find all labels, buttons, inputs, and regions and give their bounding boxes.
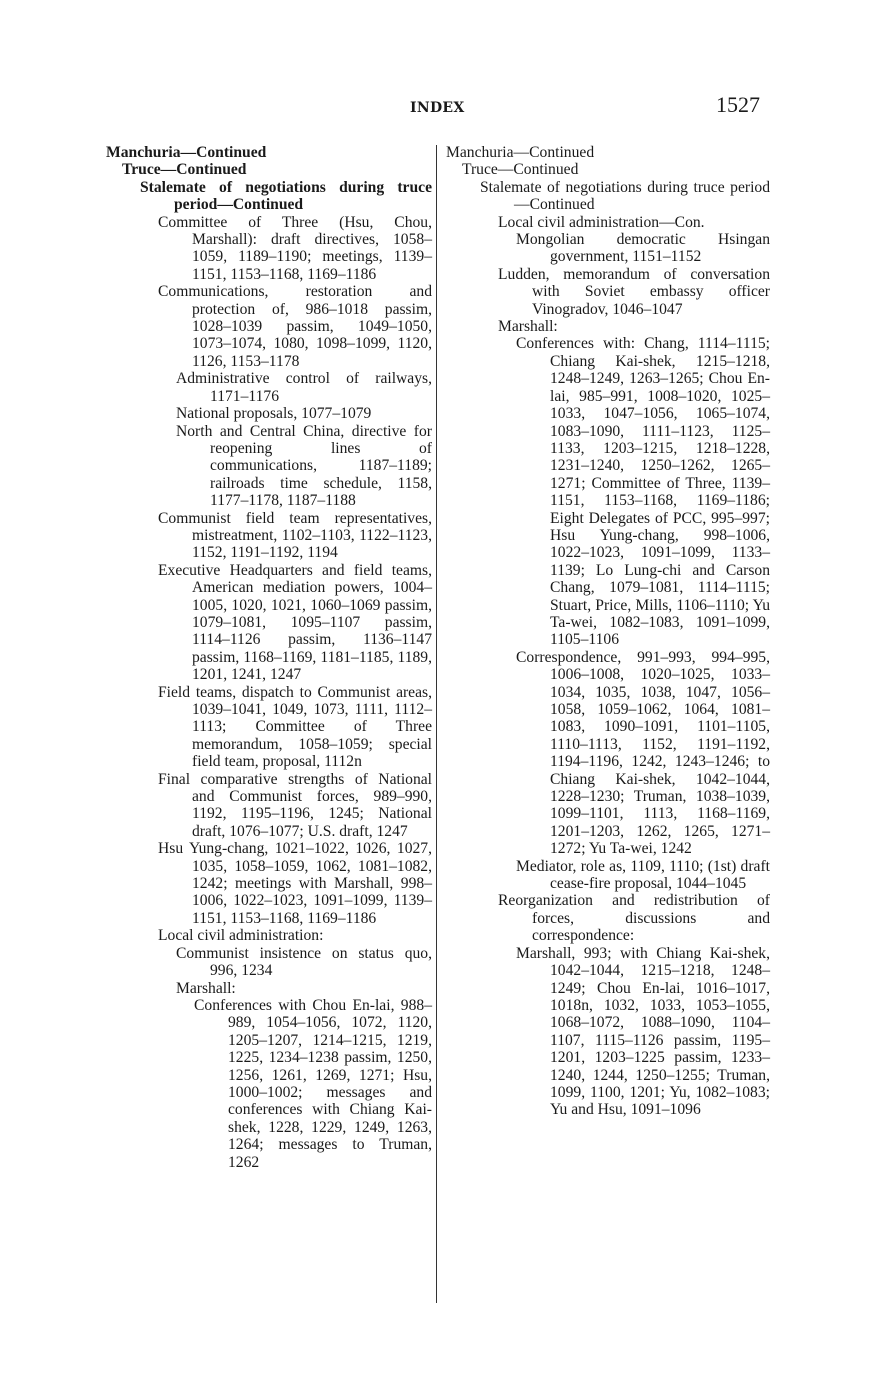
index-entry: Marshall: <box>176 979 236 997</box>
index-column-right <box>446 144 770 1119</box>
index-entry: Reorganization and redistribution of forces, discussions and correspondence: <box>498 892 770 945</box>
index-entry: North and Central China, directive for reopening lines of communications, 1187–1189; railroads time schedule, 1158, 1177–1178, 1187–1188 <box>176 422 432 510</box>
index-column-left <box>106 144 432 1171</box>
index-entry: Mediator, role as, 1109, 1110; (1st) draft cease-fire proposal, 1044–1045 <box>516 857 770 893</box>
index-entry: Ludden, memorandum of conversation with Soviet embassy officer Vinogradov, 1046–1047 <box>498 265 770 318</box>
column-divider <box>436 145 437 1303</box>
page-number: 1527 <box>716 92 760 117</box>
index-entry: Field teams, dispatch to Communist areas, 1039–1041, 1049, 1073, 1111, 1112–1113; Committee of Three memorandum, 1058–1059; special field team, proposal, 1112n <box>158 683 432 771</box>
index-entry: Final comparative strengths of National and Communist forces, 989–990, 1192, 1195–1196, 1245; National draft, 1076–1077; U.S. draft, 1247 <box>158 770 432 840</box>
index-entry: Truce—Continued <box>122 161 247 179</box>
index-entry: Communist field team representatives, mistreatment, 1102–1103, 1122–1123, 1152, 1191–1192, 1194 <box>158 509 432 562</box>
running-title: INDEX <box>410 100 465 116</box>
index-entry: Local civil administration—Con. <box>498 213 705 231</box>
index-entry: Correspondence, 991–993, 994–995, 1006–1008, 1020–1025, 1033–1034, 1035, 1038, 1047, 1056–1058, 1059–1062, 1064, 1081–1083, 1090–1091, 1101–1105, 1110–1113, 1152, 1191–1192, 1194–1196, 1242, 1243–1246; to Chiang Kai-shek, 1042–1044, 1228–1230; Truman, 1038–1039, 1099–1101, 1113, 1168–1169, 1201–1203, 1262, 1265, 1271–1272; Yu Ta-wei, 1242 <box>516 648 770 858</box>
index-entry: Conferences with: Chang, 1114–1115; Chiang Kai-shek, 1215–1218, 1248–1249, 1263–1265; Chou En-lai, 985–991, 1008–1020, 1025–1033, 1047–1056, 1065–1074, 1083–1090, 1111–1123, 1125–1133, 1203–1215, 1218–1228, 1231–1240, 1250–1262, 1265–1271; Committee of Three, 1139–1151, 1153–1168, 1169–1186; Eight Delegates of PCC, 995–997; Hsu Yung-chang, 998–1006, 1022–1023, 1091–1099, 1133–1139; Lo Lung-chi and Carson Chang, 1079–1081, 1114–1115; Stuart, Price, Mills, 1106–1110; Yu Ta-wei, 1082–1083, 1091–1099, 1105–1106 <box>516 335 770 649</box>
page-header <box>0 92 875 122</box>
index-entry: Marshall, 993; with Chiang Kai-shek, 1042–1044, 1215–1218, 1248–1249; Chou En-lai, 1016–1017, 1018n, 1032, 1033, 1053–1055, 1068–1072, 1088–1090, 1104–1107, 1115–1126 passim, 1195–1201, 1203–1225 passim, 1233–1240, 1244, 1250–1255; Truman, 1099, 1100, 1201; Yu, 1082–1083; Yu and Hsu, 1091–1096 <box>516 944 770 1119</box>
index-entry: Mongolian democratic Hsingan government, 1151–1152 <box>516 231 770 266</box>
index-entry: Local civil administration: <box>158 927 324 945</box>
index-entry: Stalemate of negotiations during truce period—Continued <box>140 178 432 214</box>
index-entry: Communications, restoration and protection of, 986–1018 passim, 1028–1039 passim, 1049–1050, 1073–1074, 1080, 1098–1099, 1120, 1126, 1153–1178 <box>158 283 432 370</box>
index-entry: National proposals, 1077–1079 <box>176 405 372 423</box>
index-entry: Committee of Three (Hsu, Chou, Marshall): draft directives, 1058–1059, 1189–1190; meetings, 1139–1151, 1153–1168, 1169–1186 <box>158 213 432 283</box>
index-entry: Marshall: <box>498 318 558 336</box>
index-entry: Truce—Continued <box>462 161 579 179</box>
index-entry: Executive Headquarters and field teams, American mediation powers, 1004–1005, 1020, 1021, 1060–1069 passim, 1079–1081, 1095–1107 passim, 1114–1126 passim, 1136–1147 passim, 1168–1169, 1181–1185, 1189, 1201, 1241, 1247 <box>158 561 432 684</box>
index-entry: Administrative control of railways, 1171–1176 <box>176 370 432 405</box>
index-entry: Stalemate of negotiations during truce period—Continued <box>480 178 770 214</box>
index-entry: Communist insistence on status quo, 996, 1234 <box>176 944 432 980</box>
index-entry: Manchuria—Continued <box>446 144 595 161</box>
index-entry: Manchuria—Continued <box>106 144 267 161</box>
index-entry: Conferences with Chou En-lai, 988–989, 1054–1056, 1072, 1120, 1205–1207, 1214–1215, 1219, 1225, 1234–1238 passim, 1250, 1256, 1261, 1269, 1271; Hsu, 1000–1002; messages and conferences with Chiang Kai-shek, 1228, 1229, 1249, 1263, 1264; messages to Truman, 1262 <box>194 996 432 1171</box>
index-entry: Hsu Yung-chang, 1021–1022, 1026, 1027, 1035, 1058–1059, 1062, 1081–1082, 1242; meetings with Marshall, 998–1006, 1022–1023, 1091–1099, 1139–1151, 1153–1168, 1169–1186 <box>158 840 432 927</box>
